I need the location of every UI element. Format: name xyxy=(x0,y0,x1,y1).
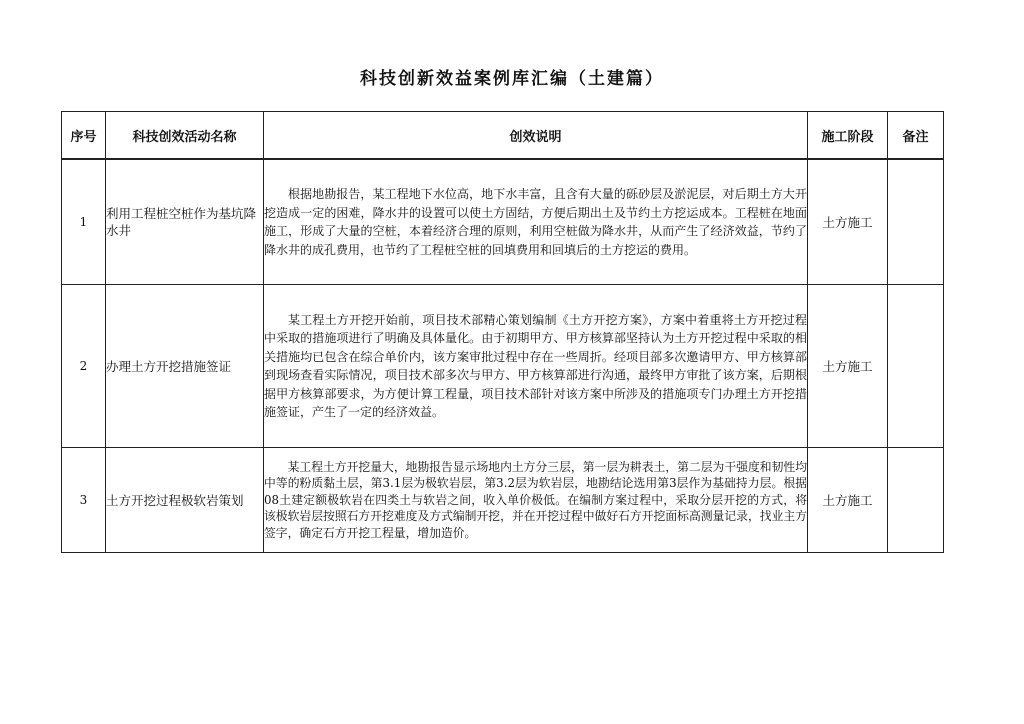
row-number: 1 xyxy=(62,159,106,285)
case-table xyxy=(61,111,944,553)
description-cell xyxy=(264,448,808,553)
row-number: 3 xyxy=(62,448,106,553)
description-text: 某工程土方开挖量大，地勘报告显示场地内土方分三层，第一层为耕表土，第二层为干强度和韧性均中等的粉质黏土层，第3.1层为极软岩层，第3.2层为软岩层，地勘结论选用第3层作为基础持力层。根据08土建定额极软岩在四类土与软岩之间，收入单价极低。在编制方案过程中，采取分层开挖的方式，将该极软岩层按照石方开挖难度及方式编制开挖，并在开挖过程中做好石方开挖面标高测量记录，找业主方签字，确定石方开挖工程量，增加造价。 xyxy=(264,459,807,540)
note-cell xyxy=(888,448,944,553)
row-number: 2 xyxy=(62,285,106,448)
header-stage: 施工阶段 xyxy=(808,112,888,160)
description-cell xyxy=(264,285,808,448)
header-no: 序号 xyxy=(62,112,106,160)
description-text: 根据地勘报告，某工程地下水位高，地下水丰富，且含有大量的砾砂层及淤泥层，对后期土方大开挖造成一定的困难，降水井的设置可以使土方固结，方便后期出土及节约土方挖运成本。工程桩在地面施工，形成了大量的空桩，本着经济合理的原则，利用空桩做为降水井，从而产生了经济效益，节约了降水井的成孔费用，也节约了工程桩空桩的回填费用和回填后的土方挖运的费用。 xyxy=(264,187,807,257)
stage-cell: 土方施工 xyxy=(808,159,888,285)
table-row xyxy=(62,159,944,285)
description-cell xyxy=(264,159,808,285)
table-row xyxy=(62,285,944,448)
page-title: 科技创新效益案例库汇编（土建篇） xyxy=(360,69,664,89)
header-row xyxy=(62,112,944,160)
stage-cell: 土方施工 xyxy=(808,285,888,448)
header-note: 备注 xyxy=(888,112,944,160)
stage-cell: 土方施工 xyxy=(808,448,888,553)
header-activity-name: 科技创效活动名称 xyxy=(106,112,264,160)
header-description: 创效说明 xyxy=(264,112,808,160)
note-cell xyxy=(888,285,944,448)
table-row xyxy=(62,448,944,553)
activity-name: 利用工程桩空桩作为基坑降水井 xyxy=(106,159,264,285)
note-cell xyxy=(888,159,944,285)
description-text: 某工程土方开挖开始前，项目技术部精心策划编制《土方开挖方案》，方案中着重将土方开挖过程中采取的措施项进行了明确及具体量化。由于初期甲方、甲方核算部坚持认为土方开挖过程中采取的相关措施均已包含在综合单价内，该方案审批过程中存在一些周折。经项目部多次邀请甲方、甲方核算部到现场查看实际情况，项目技术部多次与甲方、甲方核算部进行沟通，最终甲方审批了该方案，后期根据甲方核算部要求，为方便计算工程量，项目技术部针对该方案中所涉及的措施项专门办理土方开挖措施签证，产生了一定的经济效益。 xyxy=(264,312,807,419)
activity-name: 办理土方开挖措施签证 xyxy=(106,285,264,448)
activity-name: 土方开挖过程极软岩策划 xyxy=(106,448,264,553)
